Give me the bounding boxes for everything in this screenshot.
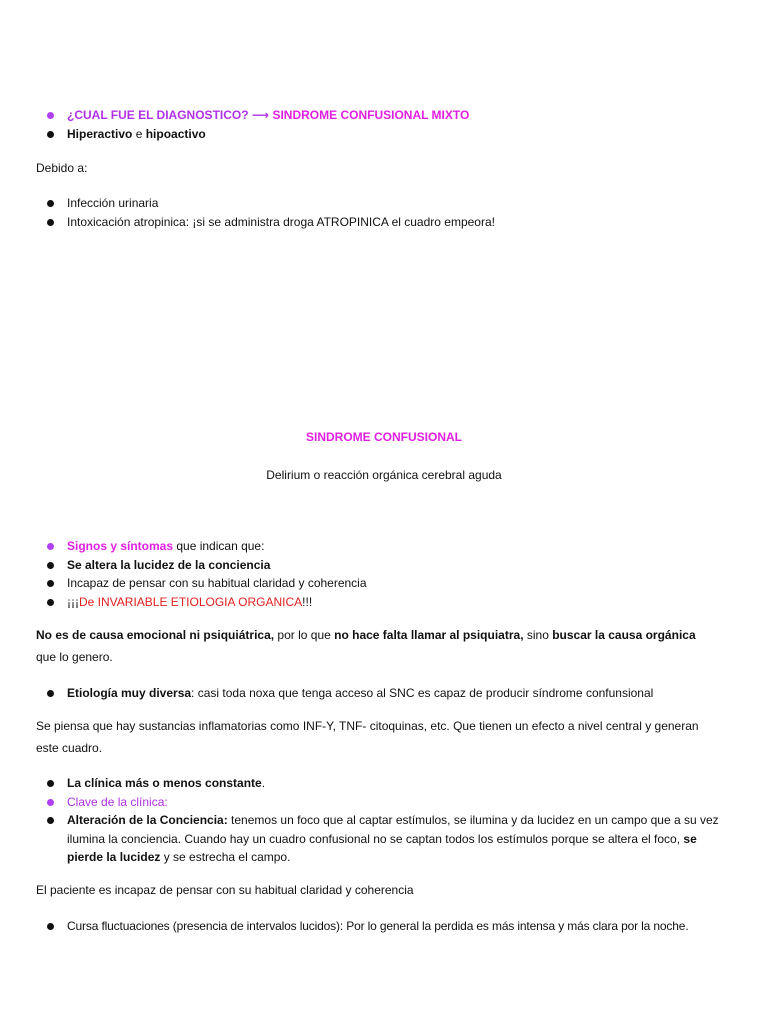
list-item: [44, 684, 734, 703]
hypoactive-text: hipoactivo: [145, 126, 206, 141]
list-item: [44, 106, 734, 125]
cause-text: Intoxicación atropinica: ¡si se administra droga ATROPINICA el cuadro empeora!: [67, 214, 495, 229]
etiology-list: [44, 684, 734, 703]
signs-list: [44, 537, 734, 611]
paragraph-text: que lo genero.: [36, 650, 113, 664]
bullet-icon: [47, 599, 54, 606]
signs-rest: que indican que:: [173, 539, 265, 553]
bullet-icon: [47, 923, 54, 930]
no-psychiatrist-text: no hace falta llamar al psiquiatra,: [334, 628, 524, 642]
conjunction-text: e: [132, 126, 146, 141]
causes-list: [44, 194, 734, 231]
inflammatory-paragraph: [36, 715, 736, 759]
list-item: [44, 537, 734, 556]
consciousness-text-end: y se estrecha el campo.: [160, 850, 291, 865]
period-text: .: [261, 776, 266, 790]
list-item: [44, 917, 734, 936]
bullet-icon: [47, 580, 54, 587]
exclaim-suffix: !!!: [302, 594, 313, 609]
list-item: [44, 213, 734, 232]
debido-label: Debido a:: [36, 161, 88, 175]
list-item: [44, 125, 734, 144]
paragraph-text: sino: [523, 628, 553, 642]
cause-paragraph: [36, 624, 736, 668]
fluctuation-list: [44, 917, 734, 936]
patient-paragraph: El paciente es incapaz de pensar con su habitual claridad y coherencia: [36, 883, 414, 897]
list-item: [44, 574, 734, 593]
bullet-icon: [47, 219, 54, 226]
fluctuation-text: Cursa fluctuaciones (presencia de intervalos lucidos): Por lo general la perdida es más intensa y más clara por la noche.: [67, 919, 689, 933]
consciousness-text: tenemos un foco que al captar estímulos, se ilumina y da lucidez en un campo que a su vez ilumina la conciencia. Cuando hay un cuadro confusional no se captan todos los estímulos porque se altera el foco,: [67, 813, 719, 846]
list-item: [44, 811, 734, 867]
list-item: [44, 793, 734, 812]
clinic-key-text: Clave de la clínica:: [67, 794, 168, 809]
not-emotional-text: No es de causa emocional ni psiquiátrica,: [36, 628, 275, 642]
lucidity-text: Se altera la lucidez de la conciencia: [67, 557, 271, 572]
bullet-icon: [47, 780, 54, 787]
consciousness-label: Alteración de la Conciencia:: [67, 813, 228, 828]
organic-etiology-text: De INVARIABLE ETIOLOGIA ORGANICA: [79, 594, 303, 609]
list-item: [44, 774, 734, 793]
paragraph-text: este cuadro.: [36, 741, 103, 755]
list-item: [44, 593, 734, 612]
section-subtitle: Delirium o reacción orgánica cerebral aguda: [266, 468, 502, 482]
diagnosis-answer: SINDROME CONFUSIONAL MIXTO: [272, 108, 470, 122]
bullet-icon: [47, 690, 54, 697]
bullet-icon: [47, 131, 54, 138]
signs-label: Signos y síntomas: [67, 539, 174, 553]
diagnosis-list: [44, 106, 734, 143]
list-item: [44, 194, 734, 213]
section-title: SINDROME CONFUSIONAL: [306, 430, 462, 444]
bullet-icon: [47, 562, 54, 569]
organic-cause-text: buscar la causa orgánica: [552, 628, 696, 642]
lucidity-lost-text: se pierde la lucidez: [67, 831, 697, 865]
clinic-list: [44, 774, 734, 867]
hyperactive-text: Hiperactivo: [67, 126, 133, 141]
etiology-label: Etiología muy diversa: [67, 686, 192, 700]
paragraph-text: Se piensa que hay sustancias inflamatorias como INF-Y, TNF- citoquinas, etc. Que tienen un efecto a nivel central y generan: [36, 719, 699, 733]
incapable-text: Incapaz de pensar con su habitual claridad y coherencia: [67, 576, 367, 590]
cause-text: Infección urinaria: [67, 196, 159, 210]
etiology-text: : casi toda noxa que tenga acceso al SNC es capaz de producir síndrome confunsional: [191, 686, 654, 700]
bullet-icon: [47, 817, 54, 824]
exclaim-prefix: ¡¡¡: [67, 594, 79, 609]
bullet-icon: [47, 543, 54, 550]
clinic-constant-text: La clínica más o menos constante: [67, 776, 262, 790]
bullet-icon: [47, 112, 54, 119]
paragraph-text: por lo que: [274, 628, 335, 642]
list-item: [44, 556, 734, 575]
question-text: ¿CUAL FUE EL DIAGNOSTICO? ⟶: [67, 108, 273, 122]
bullet-icon: [47, 799, 54, 806]
bullet-icon: [47, 200, 54, 207]
